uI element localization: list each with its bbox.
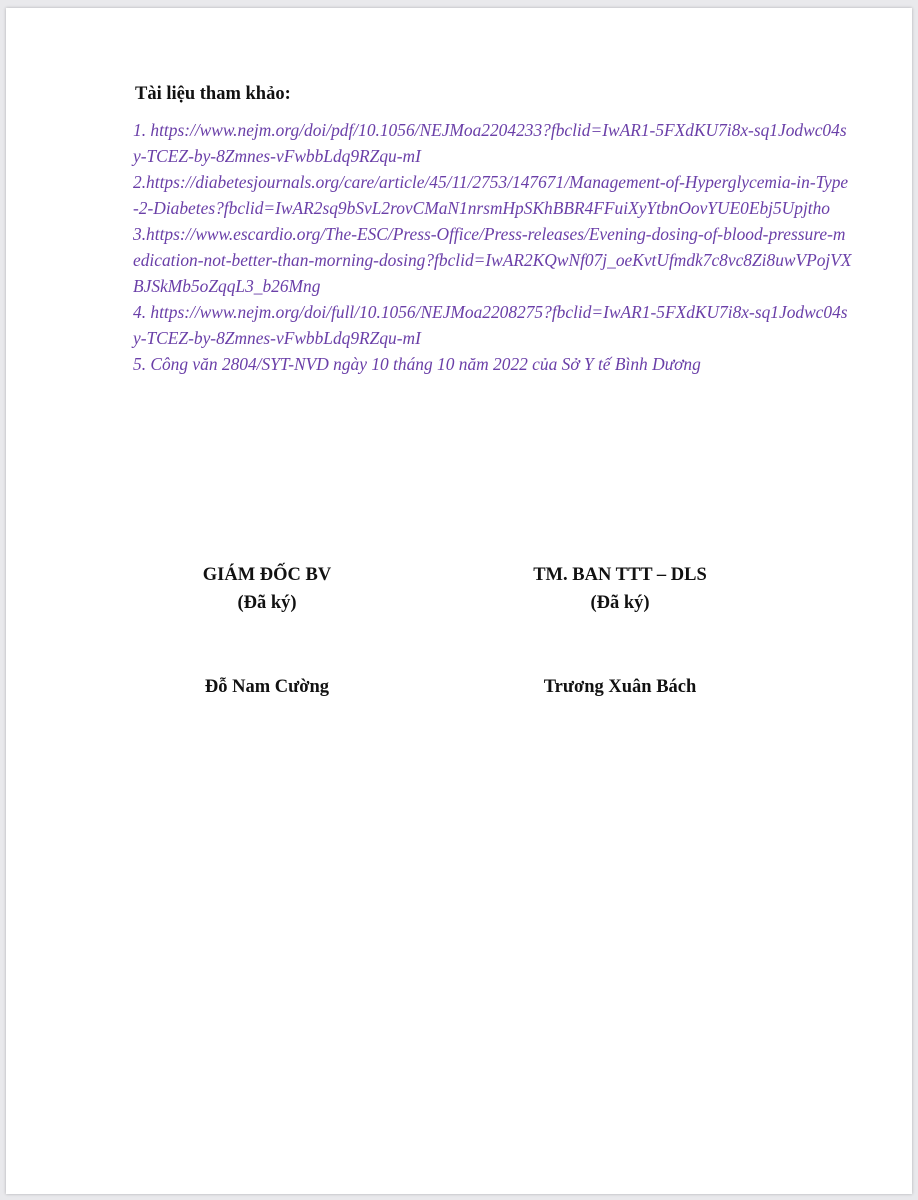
left-signatory-title: GIÁM ĐỐC BV bbox=[202, 565, 332, 585]
references-list bbox=[133, 117, 853, 377]
right-signatory-name-block bbox=[500, 673, 740, 701]
reference-item-5: 5. Công văn 2804/SYT-NVD ngày 10 tháng 10 năm 2022 của Sở Y tế Bình Dương bbox=[133, 354, 701, 374]
right-signatory-title: TM. BAN TTT – DLS bbox=[533, 565, 707, 585]
right-signatory-name: Trương Xuân Bách bbox=[543, 677, 697, 697]
reference-item-3[interactable]: 3.https://www.escardio.org/The-ESC/Press-Office/Press-releases/Evening-dosing-of-blood-pressure-medication-not-better-than-morning-dosing?fbclid=IwAR2KQwNf07j_oeKvtUfmdk7c8vc8Zi8uwVPojVXBJSkMb5oZqqL3_b26Mng bbox=[133, 224, 852, 296]
reference-item-4[interactable]: 4. https://www.nejm.org/doi/full/10.1056/NEJMoa2208275?fbclid=IwAR1-5FXdKU7i8x-sq1Jodwc04sy-TCEZ-by-8Zmnes-vFwbbLdq9RZqu-mI bbox=[133, 302, 848, 348]
left-signature-block bbox=[172, 561, 362, 617]
reference-item-1[interactable]: 1. https://www.nejm.org/doi/pdf/10.1056/NEJMoa2204233?fbclid=IwAR1-5FXdKU7i8x-sq1Jodwc04sy-TCEZ-by-8Zmnes-vFwbbLdq9RZqu-mI bbox=[133, 120, 847, 166]
reference-item-2[interactable]: 2.https://diabetesjournals.org/care/article/45/11/2753/147671/Management-of-Hyperglycemia-in-Type-2-Diabetes?fbclid=IwAR2sq9bSvL2rovCMaN1nrsmHpSKhBBR4FFuiXyYtbnOovYUE0Ebj5Upjtho bbox=[133, 172, 849, 218]
left-signatory-name: Đỗ Nam Cường bbox=[204, 677, 330, 697]
right-signed-note: (Đã ký) bbox=[590, 593, 650, 613]
left-signed-note: (Đã ký) bbox=[237, 593, 297, 613]
left-signatory-name-block bbox=[172, 673, 362, 701]
document-page bbox=[6, 8, 912, 1194]
right-signature-block bbox=[500, 561, 740, 617]
references-heading: Tài liệu tham khảo: bbox=[135, 84, 291, 104]
